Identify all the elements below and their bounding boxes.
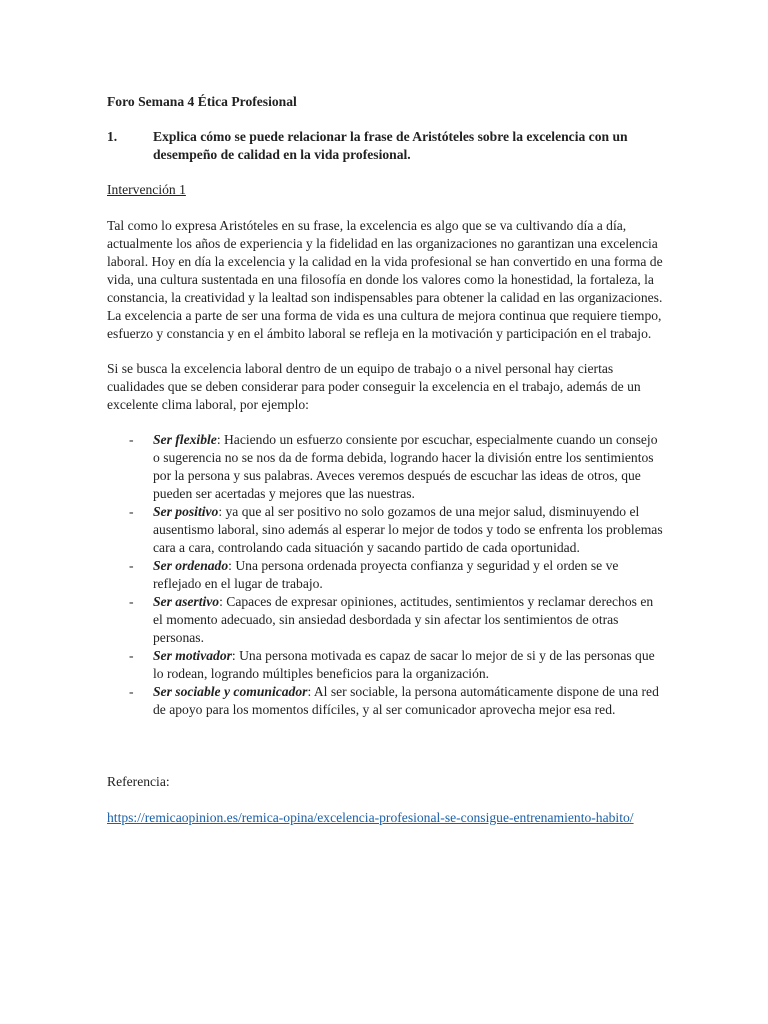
list-item xyxy=(129,431,663,503)
bullet-marker: - xyxy=(129,558,134,573)
bullet-term: Ser sociable y comunicador xyxy=(153,684,308,699)
intervention-heading: Intervención 1 xyxy=(107,182,186,197)
bullet-text: : Al ser sociable, la persona automáticamente dispone de una red de apoyo para los momentos difíciles, y al ser comunicador aprovecha mejor esa red. xyxy=(153,684,659,717)
list-item xyxy=(129,503,663,557)
bullet-text: : Una persona ordenada proyecta confianza y seguridad y el orden se ve reflejado en el lugar de trabajo. xyxy=(153,558,619,591)
bullet-term: Ser ordenado xyxy=(153,558,229,573)
bullet-marker: - xyxy=(129,432,134,447)
question-item xyxy=(107,128,663,164)
reference-link[interactable]: https://remicaopinion.es/remica-opina/excelencia-profesional-se-consigue-entrenamiento-habito/ xyxy=(107,810,634,825)
document-body xyxy=(107,93,663,827)
bullet-marker: - xyxy=(129,684,134,699)
list-item xyxy=(129,683,663,719)
bullet-marker: - xyxy=(129,648,134,663)
bullet-term: Ser flexible xyxy=(153,432,217,447)
bullet-term: Ser motivador xyxy=(153,648,232,663)
bullet-term: Ser positivo xyxy=(153,504,219,519)
bullet-text: : Haciendo un esfuerzo consiente por escuchar, especialmente cuando un consejo o sugerencia no se nos da de forma debida, logrando hacer la división entre los sentimientos por la persona y sus palabras. Aveces veremos después de escuchar las ideas de otros, que pueden ser acertadas y mejores que las nuestras. xyxy=(153,432,658,501)
list-item xyxy=(129,647,663,683)
bullet-text: : Una persona motivada es capaz de sacar lo mejor de si y de las personas que lo rodean, logrando múltiples beneficios para la organización. xyxy=(153,648,655,681)
document-title: Foro Semana 4 Ética Profesional xyxy=(107,94,297,109)
bullet-text: : ya que al ser positivo no solo gozamos de una mejor salud, disminuyendo el ausentismo laboral, sino además al esperar lo mejor de todos y todo se enfrenta los problemas cara a cara, controlando cada situación y sacando partido de cada oportunidad. xyxy=(153,504,663,555)
bullet-marker: - xyxy=(129,594,134,609)
reference-label: Referencia: xyxy=(107,774,170,789)
paragraph-intro: Tal como lo expresa Aristóteles en su frase, la excelencia es algo que se va cultivando día a día, actualmente los años de experiencia y la fidelidad en las organizaciones no garantizan una excelencia laboral. Hoy en día la excelencia y la calidad en la vida profesional se han convertido en una forma de vida, una cultura sustentada en una filosofía en donde los valores como la honestidad, la fortaleza, la constancia, la creatividad y la lealtad son indispensables para obtener la calidad en las organizaciones. La excelencia a parte de ser una forma de vida es una cultura de mejora continua que requiere tiempo, esfuerzo y constancia y en el ámbito laboral se refleja en la motivación y participación en el trabajo. xyxy=(107,218,663,341)
question-text: Explica cómo se puede relacionar la frase de Aristóteles sobre la excelencia con un desempeño de calidad en la vida profesional. xyxy=(153,129,628,162)
qualities-list xyxy=(129,431,663,719)
question-number: 1. xyxy=(107,129,118,144)
list-item xyxy=(129,593,663,647)
bullet-term: Ser asertivo xyxy=(153,594,220,609)
bullet-marker: - xyxy=(129,504,134,519)
paragraph-qualities: Si se busca la excelencia laboral dentro de un equipo de trabajo o a nivel personal hay ciertas cualidades que se deben considerar para poder conseguir la excelencia en el trabajo, además de un excelente clima laboral, por ejemplo: xyxy=(107,361,641,412)
bullet-text: : Capaces de expresar opiniones, actitudes, sentimientos y reclamar derechos en el momento adecuado, sin ansiedad desbordada y sin afectar los sentimientos de otras personas. xyxy=(153,594,654,645)
list-item xyxy=(129,557,663,593)
